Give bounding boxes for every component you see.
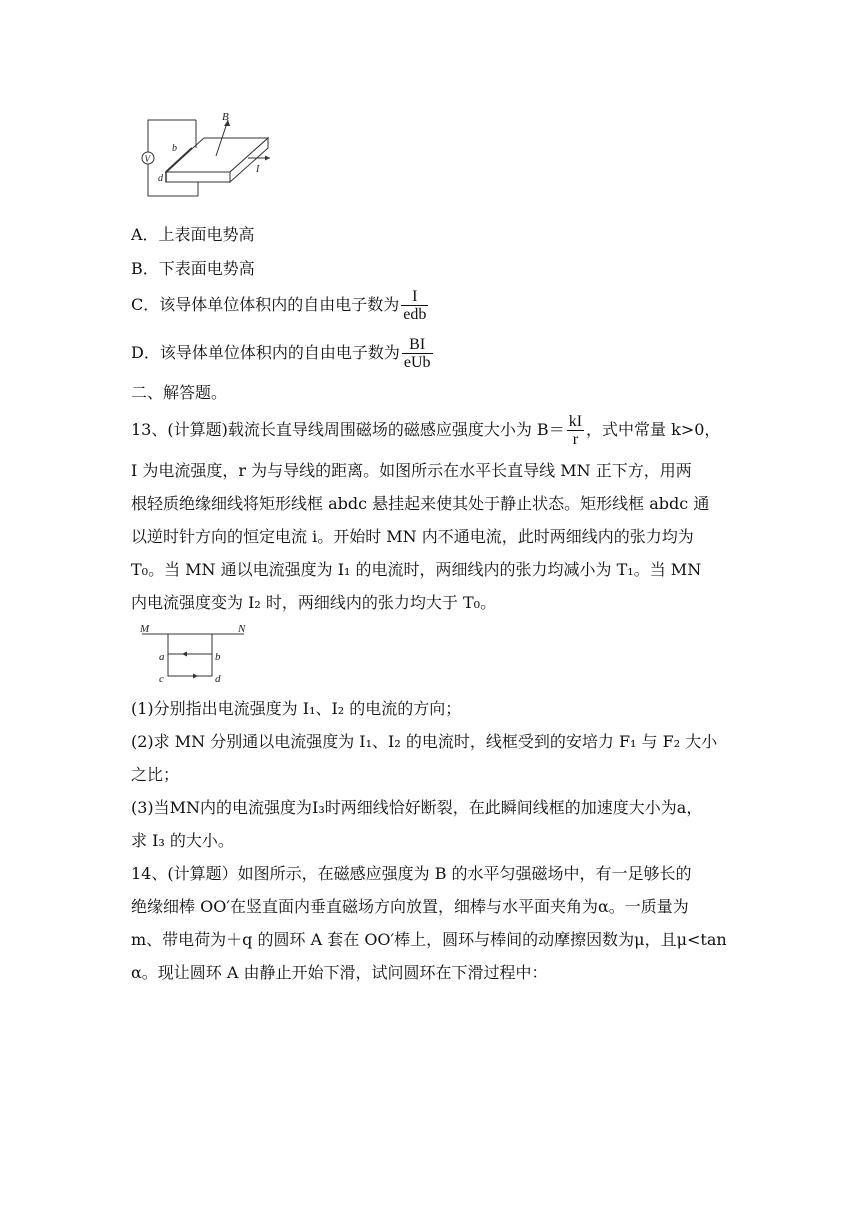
label-I: I [256,164,260,175]
q13-line-4: 以逆时针方向的恒定电流 i。开始时 MN 内不通电流，此时两细线内的张力均为 [131,527,694,546]
option-b: B．下表面电势高 [131,259,255,278]
q14-line-1: 14、(计算题）如图所示，在磁感应强度为 B 的水平匀强磁场中，有一足够长的 [131,864,692,883]
option-a: A．上表面电势高 [131,225,255,244]
q13-part-3-a: (3)当MN内的电流强度为I₃时两细线恰好断裂，在此瞬间线框的加速度大小为a， [131,798,703,817]
q13-part-1: (1)分别指出电流强度为 I₁、I₂ 的电流的方向； [131,699,462,718]
option-c [131,288,430,323]
label-c: c [159,673,164,685]
label-N: N [238,624,246,635]
fraction-numerator: BI [402,336,433,354]
q13-text-b: ，式中常量 k>0， [586,420,721,439]
q13-part-2-a: (2)求 MN 分别通以电流强度为 I₁、I₂ 的电流时，线框受到的安培力 F₁ 与 F₂ 大小 [131,732,718,751]
q13-line-1 [131,413,720,448]
label-d: d [158,173,163,184]
q13-fraction [567,413,584,448]
q13-part-2-b: 之比； [131,765,180,784]
section-heading: 二、解答题。 [131,383,228,402]
label-b: b [215,651,221,663]
q13-text-a: 13、(计算题)载流长直导线周围磁场的磁感应强度大小为 B＝ [131,420,565,439]
fraction-numerator: I [401,288,428,306]
hall-effect-figure [136,110,276,205]
q14-line-3: m、带电荷为＋q 的圆环 A 套在 OO′棒上，圆环与棒间的动摩擦因数为μ，且μ<tan [131,930,727,949]
voltmeter-label: V [144,154,150,164]
label-M: M [140,624,150,635]
option-d [131,336,435,371]
fraction-denominator: eUb [403,354,431,371]
label-B: B [222,111,229,123]
option-d-fraction [402,336,433,371]
q13-part-3-b: 求 I₃ 的大小。 [131,831,234,850]
wire-loop-figure [138,624,258,686]
option-c-text: C．该导体单位体积内的自由电子数为 [131,295,400,314]
fraction-numerator: kI [568,413,583,430]
q13-line-6: 内电流强度变为 I₂ 时，两细线内的张力均大于 T₀。 [131,593,497,612]
q13-line-2: I 为电流强度，r 为与导线的距离。如图所示在水平长直导线 MN 正下方，用两 [131,461,692,480]
q13-line-5: T₀。当 MN 通以电流强度为 I₁ 的电流时，两细线内的张力均减小为 T₁。当 MN [131,560,702,579]
option-d-text: D．该导体单位体积内的自由电子数为 [131,343,400,362]
label-b: b [172,143,177,154]
option-c-fraction [401,288,428,323]
q14-line-4: α。现让圆环 A 由静止开始下滑，试问圆环在下滑过程中： [131,963,548,982]
fraction-denominator: r [572,431,579,448]
label-a: a [159,651,165,663]
q14-line-2: 绝缘细棒 OO′在竖直面内垂直磁场方向放置，细棒与水平面夹角为α。一质量为 [131,897,689,916]
q13-line-3: 根轻质绝缘细线将矩形线框 abdc 悬挂起来使其处于静止状态。矩形线框 abdc 通 [131,494,710,513]
fraction-denominator: edb [403,306,427,323]
label-d: d [215,673,221,685]
